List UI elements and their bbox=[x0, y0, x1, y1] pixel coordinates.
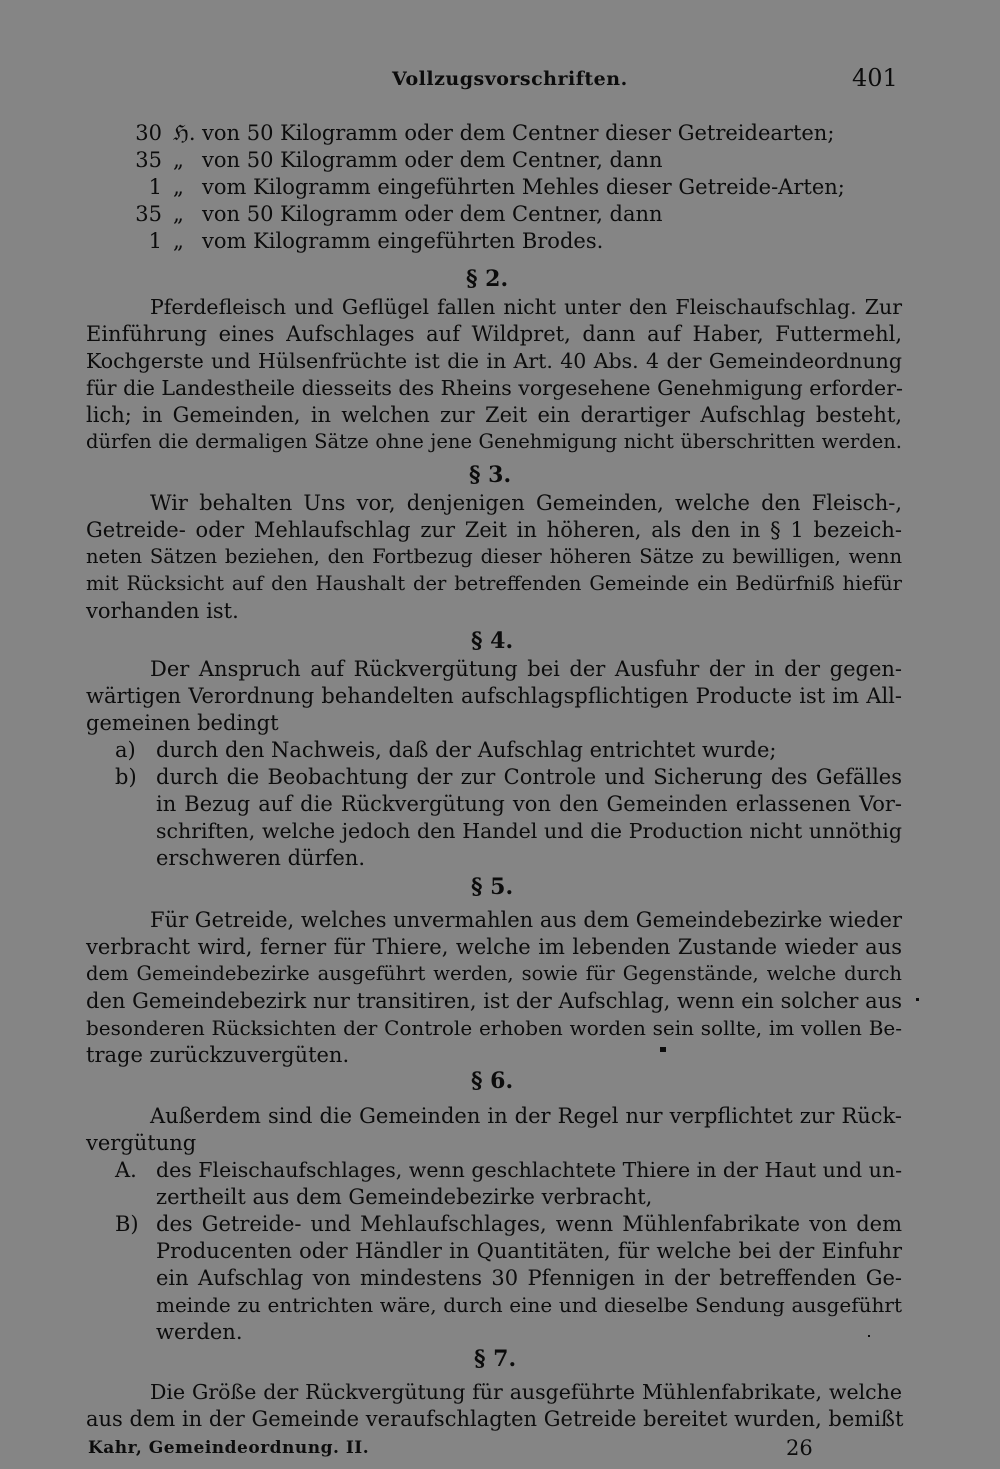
rate-amount: 1 bbox=[148, 229, 162, 253]
rate-unit: „ bbox=[173, 202, 184, 226]
list-item-line: ein Aufschlag von mindestens 30 Pfennigen in der betreffenden Ge- bbox=[156, 1266, 902, 1290]
rate-unit: „ bbox=[173, 175, 184, 199]
rate-amount: 35 bbox=[135, 148, 162, 172]
paragraph-line: vorhanden ist. bbox=[86, 599, 239, 623]
section-heading: § 6. bbox=[471, 1068, 514, 1094]
page-number: 401 bbox=[852, 64, 898, 92]
rate-text: von 50 Kilogramm oder dem Centner, dann bbox=[202, 148, 663, 172]
list-item-line: Producenten oder Händler in Quantitäten, für welche bei der Einfuhr bbox=[156, 1239, 902, 1263]
list-item-line: schriften, welche jedoch den Handel und die Production nicht unnöthig bbox=[156, 819, 902, 843]
list-item-line: durch den Nachweis, daß der Aufschlag entrichtet wurde; bbox=[156, 738, 777, 762]
rate-amount: 30 bbox=[135, 121, 162, 145]
page-header bbox=[0, 62, 1000, 96]
paragraph-line: verbracht wird, ferner für Thiere, welche im lebenden Zustande wieder aus bbox=[86, 935, 902, 959]
list-item-line: erschweren dürfen. bbox=[156, 846, 366, 870]
section-heading: § 4. bbox=[471, 628, 514, 654]
list-item-line: des Fleischaufschlages, wenn geschlachtete Thiere in der Haut und un- bbox=[156, 1158, 902, 1182]
scan-speck bbox=[868, 1335, 870, 1337]
list-item-line: meinde zu entrichten wäre, durch eine und dieselbe Sendung ausgeführt bbox=[156, 1293, 902, 1317]
rate-unit: „ bbox=[173, 229, 184, 253]
list-item-line: des Getreide- und Mehlaufschlages, wenn Mühlenfabrikate von dem bbox=[156, 1212, 902, 1236]
scan-speck bbox=[916, 998, 919, 1001]
paragraph-line: für die Landestheile diesseits des Rheins vorgesehene Genehmigung erforder- bbox=[86, 376, 903, 400]
paragraph-line: aus dem in der Gemeinde veraufschlagten Getreide bereitet wurden, bemißt bbox=[86, 1407, 904, 1431]
rate-text: von 50 Kilogramm oder dem Centner, dann bbox=[202, 202, 663, 226]
rate-amount: 35 bbox=[135, 202, 162, 226]
paragraph-line: dem Gemeindebezirke ausgeführt werden, sowie für Gegenstände, welche durch bbox=[86, 962, 902, 985]
paragraph-line: Außerdem sind die Gemeinden in der Regel nur verpflichtet zur Rück- bbox=[150, 1104, 902, 1128]
scan-speck bbox=[660, 1047, 666, 1052]
paragraph-line: den Gemeindebezirk nur transitiren, ist der Aufschlag, wenn ein solcher aus bbox=[86, 989, 902, 1013]
paragraph-line: Pferdefleisch und Geflügel fallen nicht unter den Fleischaufschlag. Zur bbox=[150, 295, 902, 319]
paragraph-line: gemeinen bedingt bbox=[86, 711, 279, 735]
sheet-number: 26 bbox=[786, 1436, 813, 1460]
list-label: B) bbox=[115, 1212, 139, 1236]
signature-mark: Kahr, Gemeindeordnung. II. bbox=[88, 1438, 370, 1458]
section-heading: § 3. bbox=[469, 462, 512, 488]
paragraph-line: Der Anspruch auf Rückvergütung bei der Ausfuhr der in der gegen- bbox=[150, 657, 902, 681]
paragraph-line: Einführung eines Aufschlages auf Wildpret, dann auf Haber, Futtermehl, bbox=[86, 322, 902, 346]
paragraph-line: neten Sätzen beziehen, den Fortbezug dieser höheren Sätze zu bewilligen, wenn bbox=[86, 545, 902, 568]
paragraph-line: Für Getreide, welches unvermahlen aus dem Gemeindebezirke wieder bbox=[150, 908, 902, 932]
paragraph-line: Wir behalten Uns vor, denjenigen Gemeinden, welche den Fleisch-, bbox=[150, 491, 902, 515]
running-title: Vollzugsvorschriften. bbox=[392, 68, 628, 90]
rate-text: von 50 Kilogramm oder dem Centner dieser Getreidearten; bbox=[202, 121, 835, 145]
paragraph-line: dürfen die dermaligen Sätze ohne jene Genehmigung nicht überschritten werden. bbox=[86, 430, 902, 453]
rate-amount: 1 bbox=[148, 175, 162, 199]
paragraph-line: wärtigen Verordnung behandelten aufschlagspflichtigen Producte ist im All- bbox=[86, 684, 902, 708]
section-heading: § 7. bbox=[474, 1346, 517, 1372]
paragraph-line: lich; in Gemeinden, in welchen zur Zeit ein derartiger Aufschlag besteht, bbox=[86, 403, 902, 427]
list-item-line: durch die Beobachtung der zur Controle und Sicherung des Gefälles bbox=[156, 765, 902, 789]
paragraph-line: besonderen Rücksichten der Controle erhoben worden sein sollte, im vollen Be- bbox=[86, 1016, 902, 1040]
paragraph-line: vergütung bbox=[86, 1131, 197, 1155]
section-heading: § 2. bbox=[466, 266, 509, 292]
list-label: A. bbox=[115, 1158, 137, 1182]
paragraph-line: Getreide- oder Mehlaufschlag zur Zeit in höheren, als den in § 1 bezeich- bbox=[86, 518, 902, 542]
list-label: b) bbox=[115, 765, 137, 789]
list-label: a) bbox=[115, 738, 136, 762]
rate-unit: „ bbox=[173, 148, 184, 172]
list-item-line: werden. bbox=[156, 1320, 243, 1344]
rate-text: vom Kilogramm eingeführten Brodes. bbox=[202, 229, 604, 253]
paragraph-line: trage zurückzuvergüten. bbox=[86, 1043, 350, 1067]
rate-unit: ℌ. bbox=[173, 121, 196, 145]
rate-text: vom Kilogramm eingeführten Mehles dieser Getreide-Arten; bbox=[202, 175, 845, 199]
paragraph-line: Kochgerste und Hülsenfrüchte ist die in Art. 40 Abs. 4 der Gemeindeordnung bbox=[86, 349, 902, 373]
section-heading: § 5. bbox=[471, 874, 514, 900]
paragraph-line: mit Rücksicht auf den Haushalt der betreffenden Gemeinde ein Bedürfniß hiefür bbox=[86, 572, 902, 595]
list-item-line: zertheilt aus dem Gemeindebezirke verbracht, bbox=[156, 1185, 653, 1209]
list-item-line: in Bezug auf die Rückvergütung von den Gemeinden erlassenen Vor- bbox=[156, 792, 902, 816]
paragraph-line: Die Größe der Rückvergütung für ausgeführte Mühlenfabrikate, welche bbox=[150, 1380, 902, 1404]
